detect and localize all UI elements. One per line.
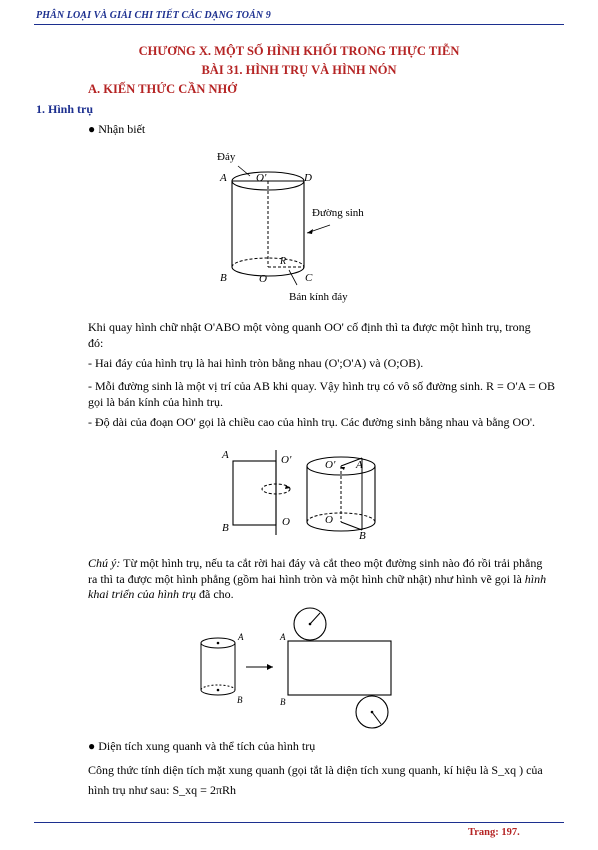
paragraph-rotation-line-1: Khi quay hình chữ nhật O'ABO một vòng quanh OO' cố định thì ta được một hình trụ, trong xyxy=(88,320,531,334)
label-duong-sinh: Đường sinh xyxy=(312,207,364,219)
label-c: C xyxy=(305,272,313,284)
label-a: A xyxy=(220,172,227,184)
fig4-label-a: A xyxy=(238,632,244,642)
fig3-label-o-prime: O' xyxy=(325,459,336,471)
section-heading-a: A. KIẾN THỨC CẦN NHỚ xyxy=(88,82,237,96)
fig4-label-b2: B xyxy=(280,697,286,707)
fig3-label-o: O xyxy=(325,514,333,526)
note-term-end: khai triển của hình trụ xyxy=(88,587,196,601)
paragraph-rotation-line-2: đó: xyxy=(88,335,104,350)
lesson-title: BÀI 31. HÌNH TRỤ VÀ HÌNH NÓN xyxy=(201,63,397,77)
fig4-label-a2: A xyxy=(280,632,286,642)
page-number: Trang: 197. xyxy=(468,827,520,838)
paragraph-bases: - Hai đáy của hình trụ là hai hình tròn bằng nhau (O';O'A) và (O;OB). xyxy=(88,356,424,370)
bullet-area-volume: ● Diện tích xung quanh và thể tích của hình trụ xyxy=(88,739,316,753)
running-header: PHÂN LOẠI VÀ GIẢI CHI TIẾT CÁC DẠNG TOÁN 9 xyxy=(36,10,271,21)
paragraph-generatrix-line-1: - Mỗi đường sinh là một vị trí của AB khi quay. Vậy hình trụ có vô số đường sinh. R = O'A = OB xyxy=(88,379,556,393)
chapter-title: CHƯƠNG X. MỘT SỐ HÌNH KHỐI TRONG THỰC TIỄN xyxy=(138,44,460,58)
fig2-label-a: A xyxy=(222,449,229,461)
note-term-start: hình xyxy=(524,571,547,586)
paragraph-generatrix-line-2: gọi là bán kính của hình trụ. xyxy=(88,394,223,409)
fig3-label-a: A xyxy=(356,459,363,471)
fig3-label-b: B xyxy=(359,530,366,542)
label-r: R xyxy=(280,256,287,267)
paragraph-lateral-area xyxy=(88,760,558,800)
subsection-heading-1: 1. Hình trụ xyxy=(36,102,94,116)
label-day: Đáy xyxy=(217,151,236,163)
footer-divider xyxy=(34,822,564,823)
bullet-recognition: ● Nhận biết xyxy=(88,122,146,136)
fig2-label-o: O xyxy=(282,516,290,528)
label-d: D xyxy=(304,172,312,184)
fig2-label-b: B xyxy=(222,522,229,534)
fig2-label-o-prime: O' xyxy=(281,454,292,466)
paragraph-lateral-area-line-1: Công thức tính diện tích mặt xung quanh (gọi tắt là diện tích xung quanh, kí hiệu là S_xq ) của xyxy=(88,763,543,777)
paragraph-height: - Độ dài của đoạn OO' gọi là chiều cao của hình trụ. Các đường sinh bằng nhau và bằng OO'. xyxy=(88,415,536,429)
note-line-3: đã cho. xyxy=(196,587,234,601)
fig4-label-b: B xyxy=(237,695,243,705)
label-o: O xyxy=(259,273,267,285)
label-o-prime: O' xyxy=(256,172,267,184)
note-line-2: ra thì ta được một hình phẳng (gồm hai hình tròn và một hình chữ nhật) như hình vẽ gọi là xyxy=(88,571,525,586)
paragraph-lateral-area-line-2: hình trụ như sau: S_xq = 2πRh xyxy=(88,783,237,797)
label-ban-kinh-day: Bán kính đáy xyxy=(289,291,348,303)
label-b: B xyxy=(220,272,227,284)
note-line-1: Từ một hình trụ, nếu ta cắt rời hai đáy và cắt theo một đường sinh nào đó rồi trải phẳng xyxy=(120,556,543,570)
note-label: Chú ý: xyxy=(88,556,121,570)
